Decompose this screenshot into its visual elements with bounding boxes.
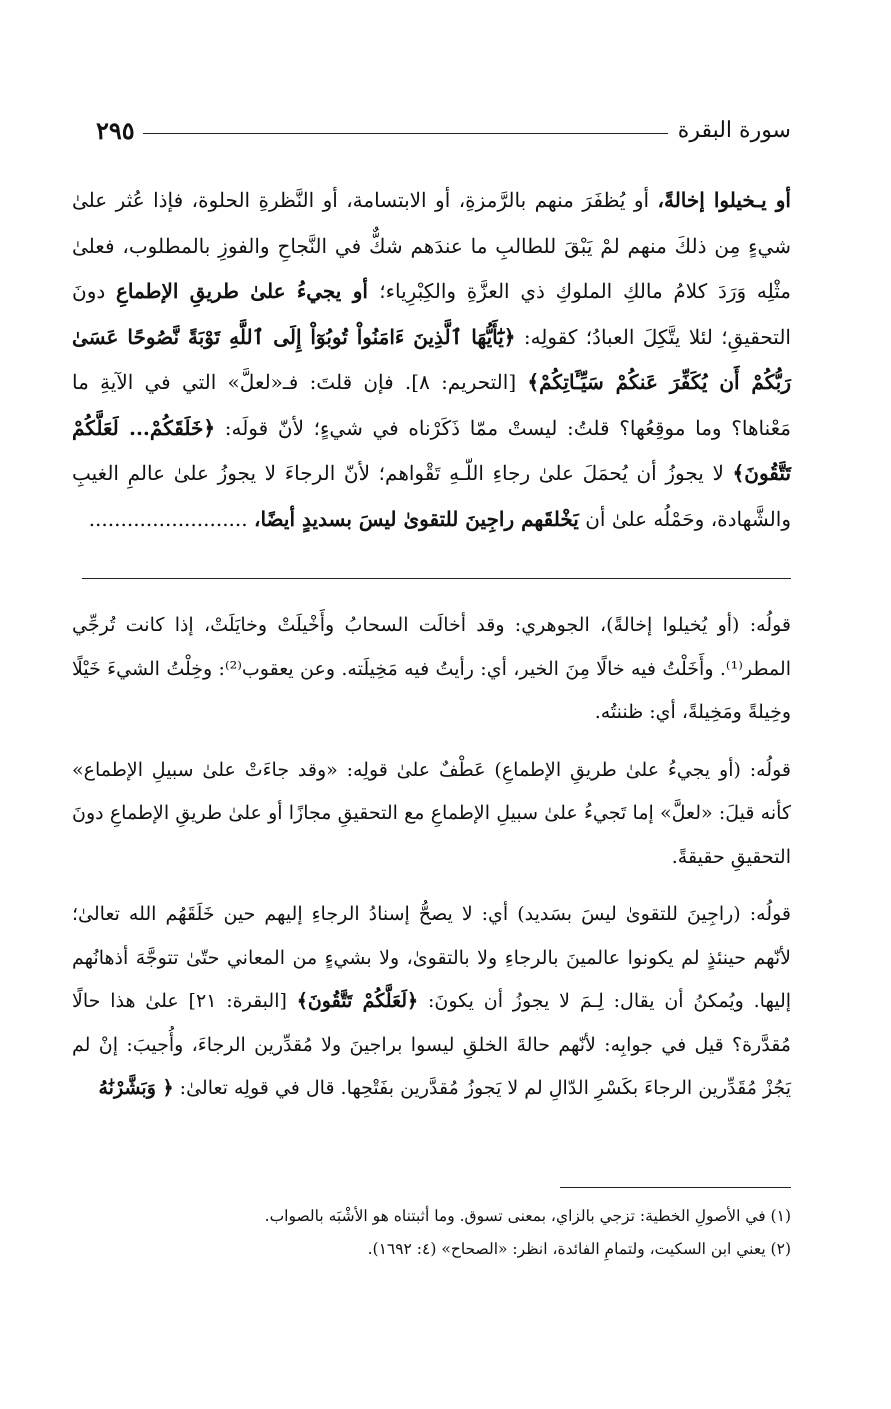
text-span: وحَمْلُه علىٰ أن <box>578 506 705 531</box>
quoted-phrase: أو يجيءُ علىٰ طريقِ الإطماعِ <box>115 279 380 303</box>
text-span: التحقيقِ؛ لئلا يتَّكِلَ العبادُ؛ كقولِه: <box>515 324 791 349</box>
commentary-paragraph <box>72 893 791 1111</box>
quran-verse: ﴿لَعَلَّكُمْ تَتَّقُونَ﴾ <box>296 990 419 1012</box>
text-span: شيءٍ مِن ذلكَ منهم لمْ يَبْقَ للطالبِ ما عندَهم شكٌّ في النَّجاحِ والفوزِ بالمطلوب، فعلىٰ <box>72 233 791 258</box>
page-number: ٢٩٥ <box>96 115 135 145</box>
text-span: دونَ <box>72 279 116 303</box>
text-span: مثْلِه وَرَدَ كلامُ مالكِ الملوكِ ذي العزَّةِ والكِبْرِياء؛ <box>379 279 792 303</box>
footnote: (٢) يعني ابن السكيت، ولتمامِ الفائدة، انظر: «الصحاح» (٤: ١٦٩٢). <box>367 1240 791 1258</box>
text-span: لا <box>712 461 733 485</box>
text-span: وما موقِعُها؟ قلتُ: ليستْ ممّا ذَكَرْناه في شيءٍ؛ لأنّ قولَه: <box>215 415 722 440</box>
quran-verse: ﴿يَٰٓأَيُّهَا ٱلَّذِينَ ءَامَنُواْ تُوبُوٓاْ إِلَى ٱللَّهِ تَوْبَةً نَّصُوحًا عَسَىٰ <box>72 324 516 349</box>
quran-verse: رَبُّكُمْ أَن يُكَفِّرَ عَنكُمْ سَيِّـَٔاتِكُمْ﴾ <box>527 370 791 394</box>
text-span: [التحريم: ٨]. فإن قلتَ: فـ«لعلَّ» التي في الآيةِ ما مَعْناها؟ <box>72 370 792 440</box>
commentary <box>72 604 791 1111</box>
quoted-phrase: يَخْلقَهم راجِينَ للتقوىٰ ليسَ بسديدٍ أيضًا، <box>253 506 579 531</box>
text-span: يجوزُ أن يُحمَلَ علىٰ رجاءِ اللّـهِ تَقْواهم؛ لأنّ الرجاءَ لا يجوزُ علىٰ عالمِ الغيبِ والشَّهادة، <box>72 461 791 531</box>
footnote-rule <box>560 1187 791 1188</box>
quran-verse: ﴿ وَبَشَّرْنَٰهُ <box>98 1077 174 1099</box>
text-span: أو يُظفَرَ منهم بالرَّمزةِ، أو الابتسامة، أو النَّظرةِ الحلوة، فإذا عُثر علىٰ <box>72 188 658 212</box>
text-separator-rule <box>82 578 791 579</box>
main-paragraph <box>72 178 791 542</box>
commentary-paragraph: قولُه: (أو يُخيلوا إخالةً)، الجوهري: وقد أخالَت السحابُ وأَخْيلَتْ وخايَلَتْ، إذا كانت تُرجِّي المطر⁽¹⁾. وأَخَلْتُ فيه خالًا مِنَ الخير، أي: رأيتُ فيه مَخِيلَته. وعن يعقوب⁽²⁾: وخِلْتُ الشيءَ خَيْلًا وخِيلةً ومَخِيلةً، أي: ظننتُه. <box>72 614 791 723</box>
text-span: [البقرة: ٢١] علىٰ هذا حالًا مُقدَّرة؟ قيل في جوابِه: لأنّهم حالةَ الخلقِ ليسوا براجينَ ولا مُقدِّرين الرجاءَ، وأُجيبَ: إنْ لم يَجُزْ مُقَدِّرين الرجاءَ بكَسْرِ الدّالِ لم لا يَجوزُ مُقدَّرين بفَتْحِها. قال في قولِه تعالىٰ: <box>72 990 791 1099</box>
running-header <box>96 112 791 148</box>
quran-verse: ﴿خَلَقَكُمْ... لَعَلَّكُمْ تَتَّقُونَ﴾ <box>72 415 792 485</box>
footnote: (١) في الأصولِ الخطية: تزجي بالزاي، بمعنى تسوق. وما أثبتناه هو الأشْبَه بالصواب. <box>264 1207 791 1225</box>
header-rule <box>143 133 668 134</box>
main-text <box>72 178 791 542</box>
quoted-phrase: أو يـخيلوا إخالةً، <box>657 188 791 212</box>
surah-title: سورة البقرة <box>677 117 791 143</box>
continuation-dots: ......................... <box>88 506 254 531</box>
commentary-paragraph: قولُه: (أو يجيءُ علىٰ طريقِ الإطماعِ) عَطْفٌ علىٰ قولِه: «وقد جاءَتْ علىٰ سبيلِ الإطماع» كأنه قيلَ: «لعلَّ» إما تَجيءُ علىٰ سبيلِ الإطماعِ مع التحقيقِ مجازًا أو علىٰ طريقِ الإطماعِ دونَ التحقيقِ حقيقةً. <box>72 758 791 868</box>
footnotes <box>96 1200 791 1266</box>
text-span: قولُه: (راجِينَ للتقوىٰ ليسَ بسَديد) أي: لا يصحُّ إسنادُ الرجاءِ إليهم حين خَلَقَهُم الله تعالىٰ؛ لأنّهم حينئذٍ لم يكونوا عالمينَ بالرجاءِ ولا بالتقوىٰ، ولا بشيءٍ من المعاني حتّىٰ تتوجَّهَ أذهانُهم إليها. ويُمكنُ أن يقال: لِـمَ لا يجوزُ أن يكونَ: <box>72 903 792 1012</box>
